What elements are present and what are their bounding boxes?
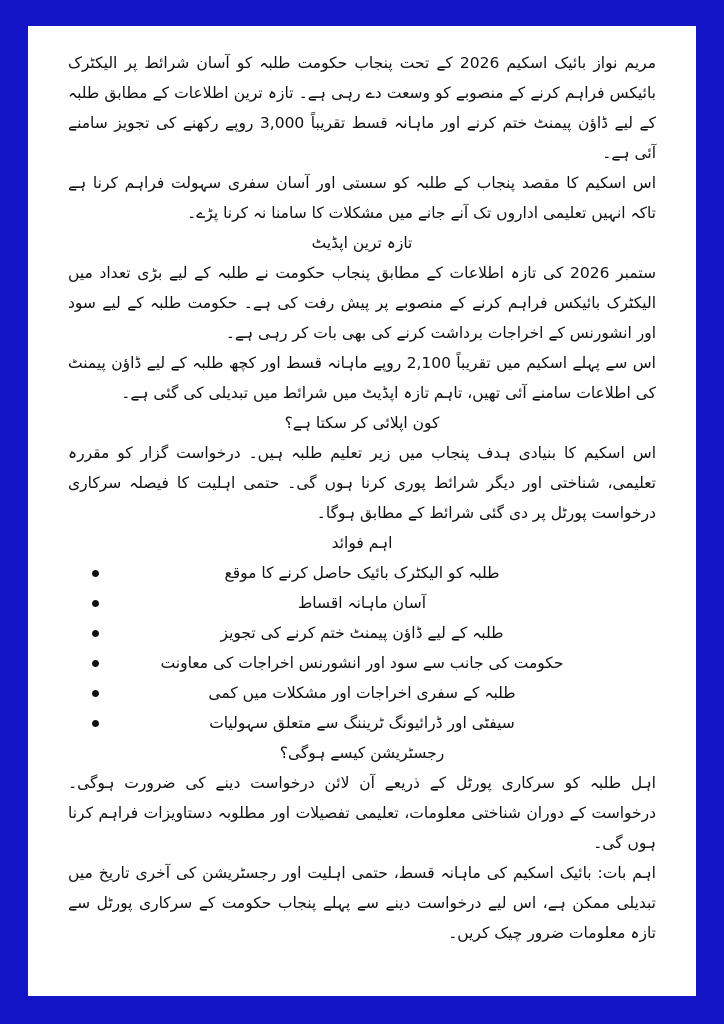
eligibility-heading: کون اپلائی کر سکتا ہے؟: [284, 414, 440, 432]
benefits-list: [68, 558, 656, 738]
bullet-icon: [92, 600, 99, 607]
list-item: [68, 618, 656, 648]
list-item: [68, 678, 656, 708]
important-note-paragraph: اہم بات: بائیک اسکیم کی ماہانہ قسط، حتمی اہلیت اور رجسٹریشن کی آخری تاریخ میں تبدیلی ممکن ہے، اس لیے درخواست دینے سے پہلے پنجاب حکومت کے سرکاری پورٹل سے تازہ معلومات ضرور چیک کریں۔: [68, 864, 656, 942]
bullet-icon: [92, 630, 99, 637]
bullet-icon: [92, 660, 99, 667]
document-page: [28, 26, 696, 996]
benefit-text: طلبہ کے لیے ڈاؤن پیمنٹ ختم کرنے کی تجویز: [220, 624, 504, 642]
intro-paragraph-2: اس اسکیم کا مقصد پنجاب کے طلبہ کو سستی اور آسان سفری سہولت فراہم کرنا ہے تاکہ انہیں تعلیمی اداروں تک آنے جانے میں مشکلات کا سامنا نہ کرنا پڑے۔: [68, 174, 656, 222]
intro-paragraph-1: مریم نواز بائیک اسکیم 2026 کے تحت پنجاب حکومت طلبہ کو آسان شرائط پر الیکٹرک بائیکس فراہم کرنے کے منصوبے کو وسعت دے رہی ہے۔ تازہ ترین اطلاعات کے مطابق طلبہ کے لیے ڈاؤن پیمنٹ ختم کرنے اور ماہانہ قسط تقریباً 3,000 روپے رکھنے کی تجویز سامنے آئی ہے۔: [68, 54, 656, 162]
list-item: [68, 708, 656, 738]
bullet-icon: [92, 720, 99, 727]
list-item: [68, 648, 656, 678]
benefits-heading: اہم فوائد: [331, 534, 393, 552]
registration-heading: رجسٹریشن کیسے ہوگی؟: [279, 744, 445, 762]
eligibility-paragraph: اس اسکیم کا بنیادی ہدف پنجاب میں زیر تعلیم طلبہ ہیں۔ درخواست گزار کو مقررہ تعلیمی، شناختی اور دیگر شرائط پوری کرنا ہوں گی۔ حتمی اہلیت کا فیصلہ سرکاری درخواست پورٹل پر دی گئی شرائط کے مطابق ہوگا۔: [68, 444, 656, 522]
list-item: [68, 558, 656, 588]
latest-update-paragraph-1: ستمبر 2026 کی تازہ اطلاعات کے مطابق پنجاب حکومت نے طلبہ کے لیے بڑی تعداد میں الیکٹرک بائیکس فراہم کرنے کے منصوبے پر پیش رفت کی ہے۔ حکومت طلبہ کے لیے سود اور انشورنس کے اخراجات برداشت کرنے کی بھی بات کر رہی ہے۔: [68, 264, 656, 342]
latest-update-heading: تازہ ترین اپڈیٹ: [311, 234, 413, 252]
benefit-text: طلبہ کو الیکٹرک بائیک حاصل کرنے کا موقع: [224, 564, 500, 582]
list-item: [68, 588, 656, 618]
bullet-icon: [92, 570, 99, 577]
benefit-text: سیفٹی اور ڈرائیونگ ٹریننگ سے متعلق سہولیات: [209, 714, 515, 732]
benefit-text: آسان ماہانہ اقساط: [297, 594, 427, 612]
latest-update-paragraph-2: اس سے پہلے اسکیم میں تقریباً 2,100 روپے ماہانہ قسط اور کچھ طلبہ کے لیے ڈاؤن پیمنٹ کی اطلاعات سامنے آئی تھیں، تاہم تازہ اپڈیٹ میں شرائط میں تبدیلی کی گئی ہے۔: [68, 354, 656, 402]
bullet-icon: [92, 690, 99, 697]
benefit-text: حکومت کی جانب سے سود اور انشورنس اخراجات کی معاونت: [160, 654, 564, 672]
benefit-text: طلبہ کے سفری اخراجات اور مشکلات میں کمی: [208, 684, 516, 702]
registration-paragraph: اہل طلبہ کو سرکاری پورٹل کے ذریعے آن لائن درخواست دینے کی ضرورت ہوگی۔ درخواست کے دوران شناختی معلومات، تعلیمی تفصیلات اور مطلوبہ دستاویزات فراہم کرنا ہوں گی۔: [68, 774, 656, 852]
